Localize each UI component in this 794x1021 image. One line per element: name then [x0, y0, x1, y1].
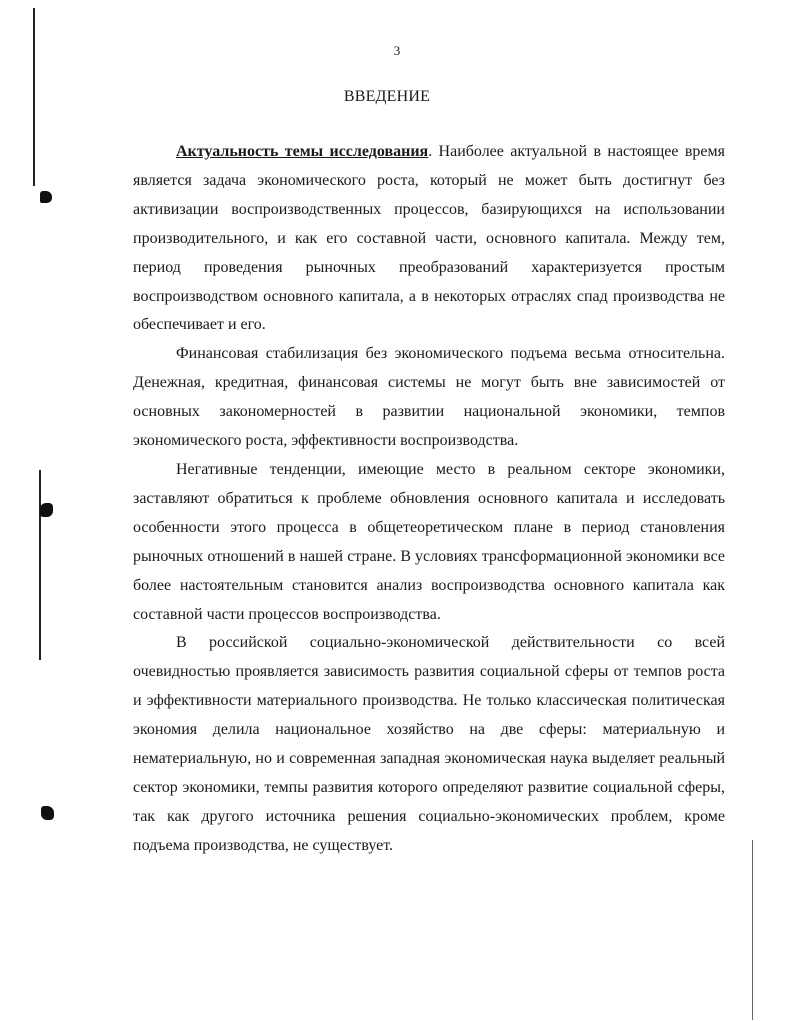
- paragraph-2: Финансовая стабилизация без экономического подъема весьма относительна. Денежная, кредитная, финансовая системы не могут быть вне зависимостей от основных закономерностей в развитии национальной экономики, темпов экономического роста, эффективности воспроизводства.: [133, 345, 725, 450]
- paragraph-4: В российской социально-экономической действительности со всей очевидностью проявляется зависимость развития социальной сферы от темпов роста и эффективности материального производства. Не только классическая политическая экономия делила национальное хозяйство на две сферы: материальную и нематериальную, но и современная западная экономическая наука выделяет реальный сектор экономики, темпы развития которого определяют развитие социальной сферы, так как другого источника решения социально-экономических проблем, кроме подъема производства, не существует.: [133, 634, 725, 854]
- scan-blot-3: [41, 806, 54, 820]
- paragraph-1: [133, 138, 725, 340]
- paragraph-text: . Наиболее актуальной в настоящее время является задача экономического роста, который не может быть достигнут без активизации воспроизводственных процессов, базирующихся на использовании производительного, и как его составной части, основного капитала. Между тем, период проведения рыночных преобразований характеризуется простым воспроизводством основного капитала, а в некоторых отраслях спад производства не обеспечивает и его.: [133, 143, 725, 334]
- page-title: ВВЕДЕНИЕ: [343, 88, 431, 105]
- scan-margin-line-left-middle: [39, 470, 41, 660]
- scan-blot-2: [40, 503, 53, 517]
- page-number: 3: [393, 43, 401, 58]
- paragraph-3: Негативные тенденции, имеющие место в реальном секторе экономики, заставляют обратиться к проблеме обновления основного капитала и исследовать особенности этого процесса в общетеоретическом плане в период становления рыночных отношений в нашей стране. В условиях трансформационной экономики все более настоятельным становится анализ воспроизводства основного капитала как составной части процессов воспроизводства.: [133, 460, 725, 623]
- scan-margin-line-right-bottom: [752, 840, 753, 1020]
- paragraph-lead: Актуальность темы исследования: [176, 143, 429, 160]
- scan-blot-1: [40, 191, 52, 203]
- body-text: [133, 138, 725, 861]
